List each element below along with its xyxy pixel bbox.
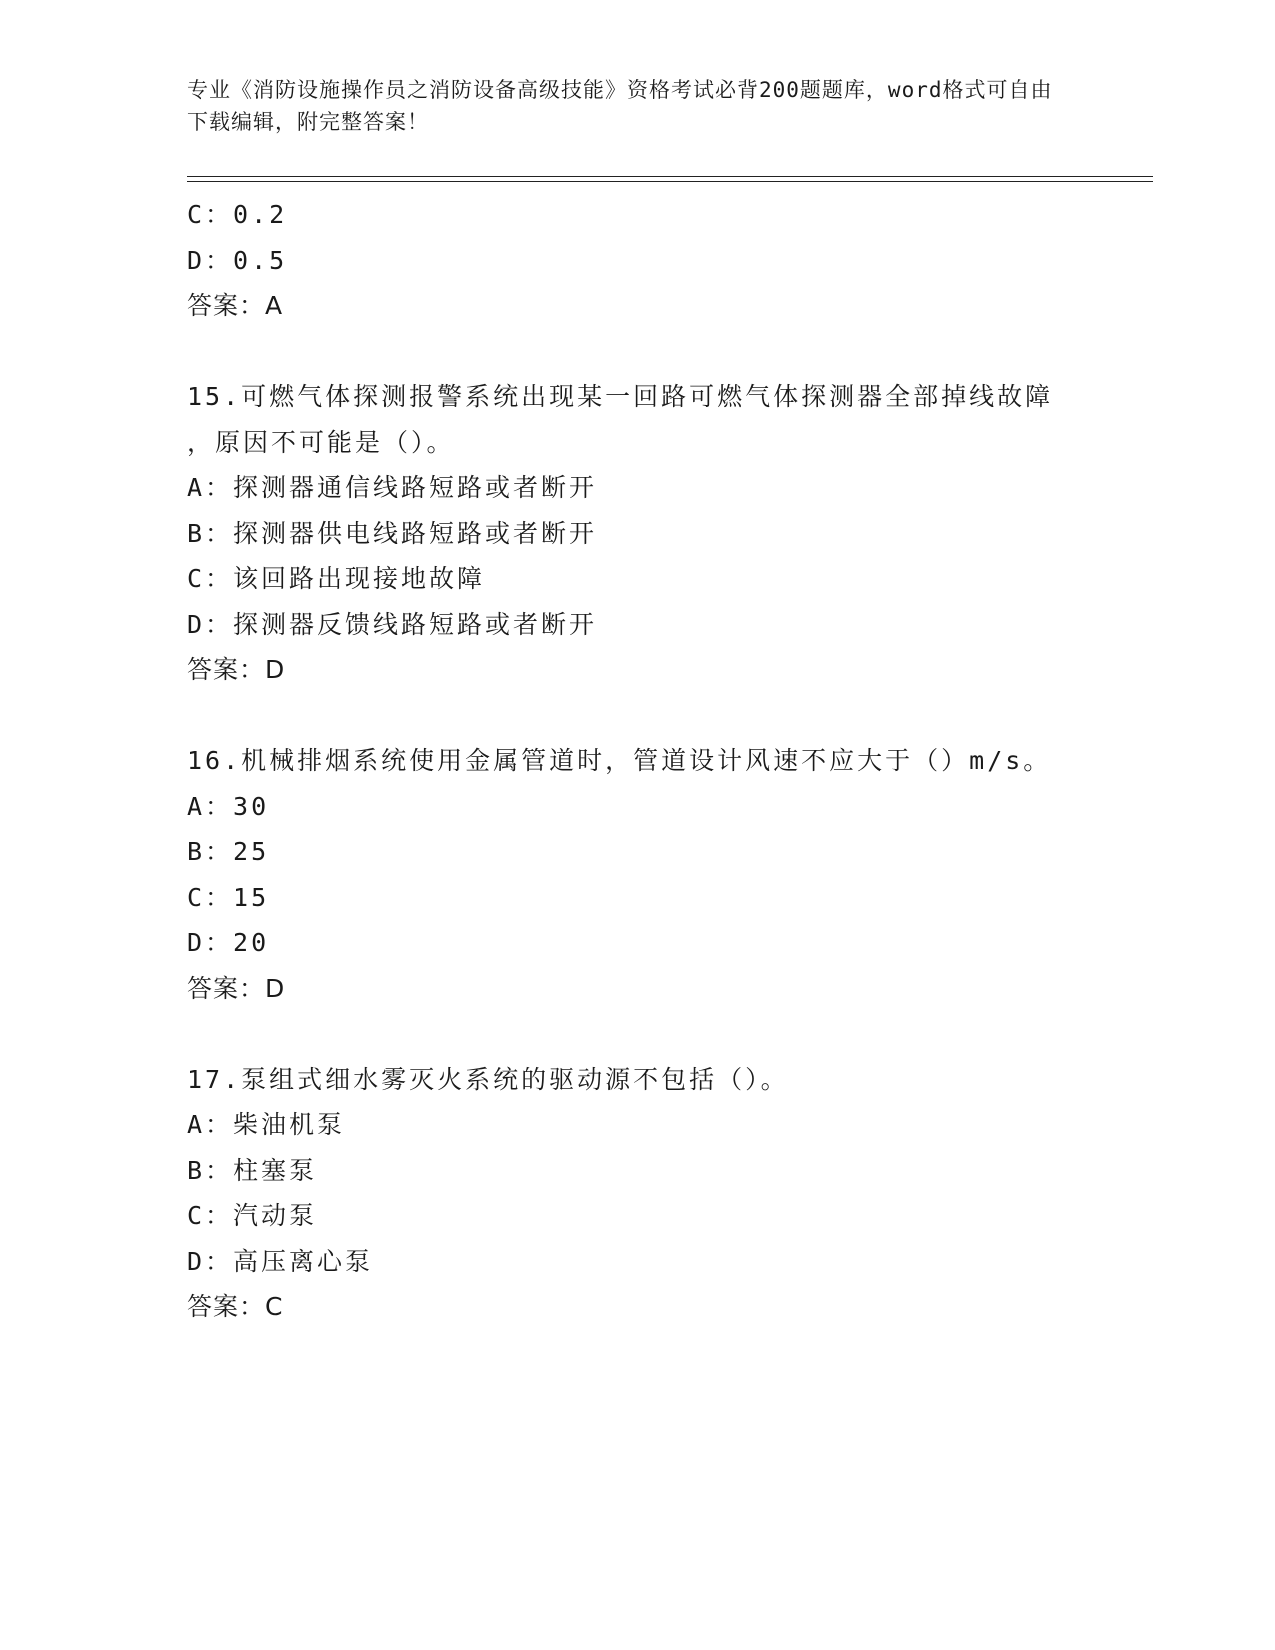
- option-b: B：柱塞泵: [187, 1155, 318, 1185]
- answer-line: 答案：A: [187, 291, 284, 320]
- question-block-17: [187, 1057, 1087, 1330]
- option-b: B：25: [187, 837, 270, 866]
- option-c: C：0.2: [187, 200, 288, 229]
- option-b: B：探测器供电线路短路或者断开: [187, 518, 598, 548]
- option-d: D：高压离心泵: [187, 1246, 374, 1276]
- header-rule-bottom: [187, 181, 1153, 182]
- spacer: [187, 1011, 1087, 1057]
- header-rule-top: [187, 176, 1153, 177]
- question-block-15: [187, 374, 1087, 693]
- option-c: C：该回路出现接地故障: [187, 564, 486, 593]
- question-list: [187, 192, 1087, 1330]
- option-d: D：20: [187, 928, 270, 957]
- spacer: [187, 329, 1087, 375]
- question-block-14: [187, 192, 1087, 329]
- spacer: [187, 693, 1087, 739]
- option-d: D：探测器反馈线路短路或者断开: [187, 609, 598, 639]
- answer-line: 答案：D: [187, 973, 286, 1003]
- document-header: [187, 74, 1067, 138]
- question-stem-continued: ，原因不可能是（）。: [187, 427, 455, 457]
- question-stem: 16.机械排烟系统使用金属管道时，管道设计风速不应大于（）m/s。: [187, 746, 1052, 775]
- option-a: A：30: [187, 791, 270, 821]
- option-a: A：柴油机泵: [187, 1110, 346, 1139]
- option-d: D：0.5: [187, 245, 288, 275]
- answer-line: 答案：D: [187, 655, 286, 684]
- option-c: C：汽动泵: [187, 1201, 318, 1230]
- question-block-16: [187, 738, 1087, 1011]
- option-c: C：15: [187, 882, 270, 912]
- question-stem: 17.泵组式细水雾灭火系统的驱动源不包括（）。: [187, 1064, 789, 1094]
- question-stem: 15.可燃气体探测报警系统出现某一回路可燃气体探测器全部掉线故障: [187, 382, 1054, 411]
- header-title: 专业《消防设施操作员之消防设备高级技能》资格考试必背200题题库，word格式可自由下载编辑，附完整答案！: [187, 78, 1053, 134]
- option-a: A：探测器通信线路短路或者断开: [187, 473, 598, 502]
- answer-line: 答案：C: [187, 1292, 284, 1321]
